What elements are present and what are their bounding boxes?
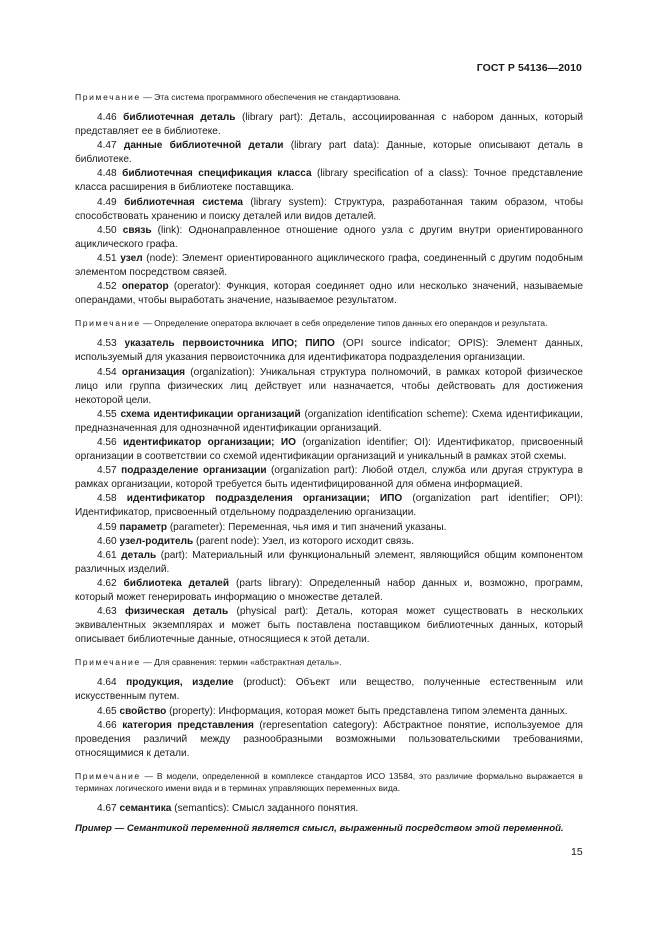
term-text: (parameter): Переменная, чья имя и тип значений указаны. — [167, 521, 447, 533]
term-definition — [75, 252, 583, 280]
term-number: 4.61 — [97, 549, 117, 561]
term-number: 4.63 — [97, 606, 117, 618]
standard-header: ГОСТ Р 54136—2010 — [476, 62, 582, 74]
term-number: 4.53 — [97, 338, 117, 350]
term-text: (organization part identifier; OPI): Идентификатор, присвоенный отдельному подразделению организации. — [75, 493, 584, 519]
note-paragraph — [75, 770, 583, 794]
term-name: семантика — [119, 802, 172, 814]
term-number: 4.51 — [97, 252, 117, 264]
term-definition — [75, 167, 583, 195]
term-number: 4.46 — [97, 112, 117, 123]
term-text: (library specification of a class): Точное представление класса расширения в библиотеке поставщика. — [75, 168, 583, 194]
term-text: (library system): Структура, разработанная таким образом, чтобы способствовать хранению и поиску деталей или видов деталей. — [75, 196, 583, 222]
term-name: библиотечная деталь — [123, 112, 236, 123]
term-text: (parts library): Определенный набор данных и, возможно, программ, который может генерировать информацию о множестве деталей. — [75, 577, 583, 603]
term-number: 4.57 — [97, 465, 117, 477]
term-name: связь — [122, 224, 152, 236]
term-text: (organization part): Любой отдел, служба или другая структура в рамках организации, которой требуется быть идентифицированной для обмена информацией. — [75, 465, 584, 491]
term-text: (link): Однонаправленное отношение одного узла с другим внутри ориентированного ациклического графа. — [75, 224, 583, 250]
note-paragraph — [75, 656, 583, 668]
term-definition — [75, 535, 583, 549]
term-definition — [75, 577, 583, 605]
term-text: (organization): Уникальная структура полномочий, в рамках которой физическое лицо или группа физических лиц действует или назначается, чтобы действовать для достижения некоторой цели. — [75, 366, 583, 406]
term-number: 4.52 — [97, 281, 117, 293]
term-name: свойство — [119, 705, 167, 717]
term-name: продукция, изделие — [126, 677, 234, 689]
term-name: оператор — [121, 281, 169, 293]
term-number: 4.58 — [97, 493, 117, 505]
term-text: (part): Материальный или функциональный элемент, являющийся общим компонентом различных изделий. — [75, 549, 583, 575]
example-paragraph: Пример — Семантикой переменной является смысл, выраженный посредством этой переменной. — [75, 823, 564, 835]
term-text: (semantics): Смысл заданного понятия. — [171, 802, 359, 814]
note-paragraph — [75, 91, 583, 103]
term-number: 4.49 — [97, 196, 117, 208]
term-number: 4.67 — [97, 802, 117, 814]
term-name: параметр — [119, 521, 168, 533]
note-text: — Определение оператора включает в себя определение типов данных его операндов и результата. — [140, 318, 548, 329]
term-name: идентификатор подразделения организации; ИПО — [126, 493, 403, 505]
term-text: (library part): Деталь, ассоциированная с набором данных, который представляет ее в библиотеке. — [75, 112, 583, 138]
term-text: (physical part): Деталь, которая может существовать в нескольких эквивалентных экземплярах и может быть поставлена поставщиком библиотечных данных, который описывает библиотечные данные, относящиеся к этой детали. — [75, 606, 583, 646]
term-text: (representation category): Абстрактное понятие, используемое для проведения различий между разнообразными возможными пользовательскими требованиями, относящимися к детали. — [75, 719, 583, 759]
term-definition — [75, 492, 583, 520]
term-number: 4.47 — [97, 140, 117, 152]
term-name: категория представления — [122, 719, 254, 731]
term-name: библиотечная система — [124, 196, 244, 208]
term-name: схема идентификации организаций — [120, 408, 301, 420]
term-definition — [75, 139, 583, 167]
term-name: данные библиотечной детали — [123, 140, 284, 152]
term-text: (property): Информация, которая может быть представлена типом элемента данных. — [166, 705, 568, 717]
note-text: — Эта система программного обеспечения не стандартизована. — [140, 92, 401, 102]
term-name: библиотека деталей — [123, 577, 230, 589]
note-text: — В модели, определенной в комплексе стандартов ИСО 13584, это различие формально выражается в терминах логического имени вида и в терминах управляющих переменных вида. — [75, 770, 583, 793]
term-definition — [75, 464, 583, 492]
term-definition — [75, 719, 583, 761]
note-label: Примечание — [75, 770, 141, 781]
term-name: библиотечная спецификация класса — [122, 168, 312, 180]
term-name: узел — [120, 252, 143, 264]
term-text: (organization identifier; OI): Идентификатор, присвоенный организации в соответствии со схемой идентификации организаций и уникальный в рамках этой схемы. — [75, 436, 583, 463]
term-text: (organization identification scheme): Схема идентификации, предназначенная для однозначной идентификации организаций. — [75, 408, 583, 434]
term-definition — [75, 705, 583, 719]
term-number: 4.54 — [97, 366, 117, 378]
term-number: 4.48 — [97, 168, 117, 180]
term-text: (OPI source indicator; OPIS): Элемент данных, используемый для указания первоисточника для идентификатора подразделения организации. — [75, 338, 584, 364]
term-number: 4.59 — [97, 521, 117, 533]
page-number: 15 — [571, 846, 583, 858]
term-number: 4.60 — [97, 535, 117, 547]
term-name: организация — [121, 366, 186, 378]
term-definition — [75, 337, 583, 365]
term-definition — [75, 196, 583, 224]
term-number: 4.65 — [97, 705, 117, 717]
term-definition — [75, 224, 583, 252]
term-definition — [75, 549, 583, 577]
term-number: 4.50 — [97, 224, 117, 236]
note-paragraph — [75, 317, 583, 329]
term-definition — [75, 802, 583, 816]
term-name: подразделение организации — [121, 465, 267, 477]
term-name: узел-родитель — [119, 535, 194, 547]
term-definition — [75, 280, 583, 308]
note-label: Примечание — [75, 92, 141, 102]
term-number: 4.56 — [97, 436, 117, 448]
note-label: Примечание — [75, 318, 141, 329]
term-name: деталь — [121, 549, 157, 561]
term-definition — [75, 366, 583, 408]
term-text: (library part data): Данные, которые описывают деталь в библиотеке. — [75, 140, 583, 166]
term-number: 4.66 — [97, 719, 117, 731]
term-text: (parent node): Узел, из которого исходит связь. — [193, 535, 415, 547]
term-definition — [75, 605, 583, 647]
term-number: 4.64 — [97, 677, 117, 689]
term-text: (node): Элемент ориентированного ациклического графа, соединенный с другим подобным элементом посредством связей. — [75, 252, 583, 279]
term-number: 4.62 — [97, 577, 117, 589]
term-definition — [75, 111, 583, 139]
term-name: идентификатор организации; ИО — [122, 436, 296, 448]
term-name: указатель первоисточника ИПО; ПИПО — [124, 338, 335, 350]
term-definition — [75, 676, 583, 704]
term-definition — [75, 408, 583, 436]
term-text: (product): Объект или вещество, полученные естественным или искусственным путем. — [75, 677, 583, 703]
term-definition — [75, 436, 583, 464]
note-text: — Для сравнения: термин «абстрактная деталь». — [140, 657, 342, 668]
term-text: (operator): Функция, которая соединяет одно или несколько значений, называемые операндами, чтобы выработать значение, называемое результатом. — [75, 281, 583, 307]
term-definition — [75, 521, 583, 535]
note-label: Примечание — [75, 657, 141, 668]
document-body — [75, 91, 583, 835]
term-name: физическая деталь — [125, 606, 229, 618]
term-number: 4.55 — [97, 408, 117, 420]
